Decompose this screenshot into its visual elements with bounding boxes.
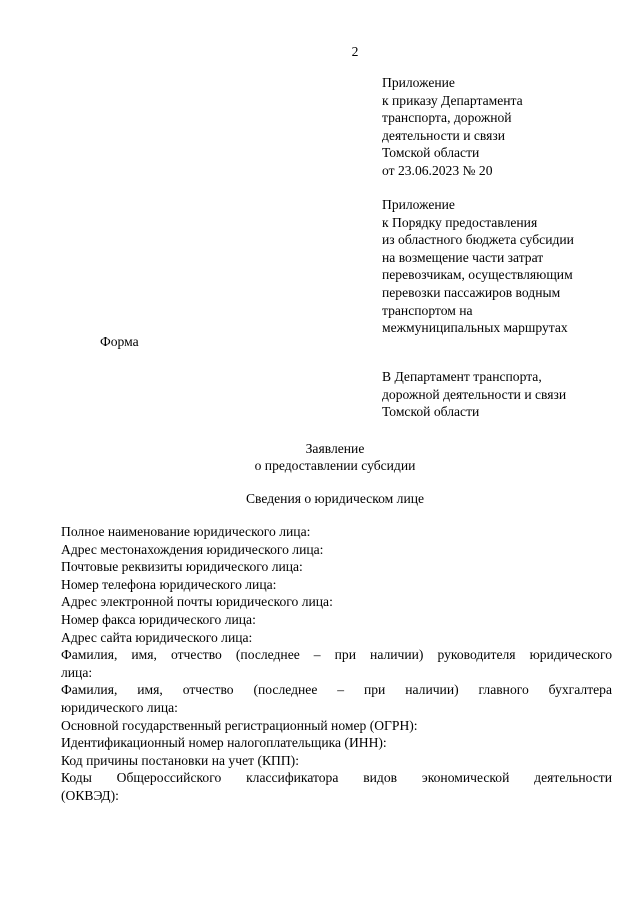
legal-entity-fields xyxy=(61,523,612,805)
annex-procedure-line: Приложение xyxy=(382,197,455,212)
annex-to-order-block xyxy=(382,74,632,180)
statement-heading xyxy=(40,440,630,474)
annex-procedure-line: межмуниципальных маршрутах xyxy=(382,320,568,336)
annex-order-line: транспорта, дорожной xyxy=(382,110,512,126)
field-website-address: Адрес сайта юридического лица: xyxy=(61,629,253,645)
annex-to-procedure-block xyxy=(382,196,632,337)
annex-procedure-line: перевозки пассажиров водным xyxy=(382,284,561,300)
field-phone-number: Номер телефона юридического лица: xyxy=(61,576,277,592)
field-head-name: Фамилия, имя, отчество (последнее – при наличии) руководителя юридического xyxy=(61,647,612,663)
field-full-name: Полное наименование юридического лица: xyxy=(61,524,311,539)
annex-order-date-line: от 23.06.2023 № 20 xyxy=(382,162,493,178)
field-fax-number: Номер факса юридического лица: xyxy=(61,611,256,627)
field-inn: Идентификационный номер налогоплательщика (ИНН): xyxy=(61,735,387,751)
field-ogrn: Основной государственный регистрационный номер (ОГРН): xyxy=(61,717,418,733)
field-okved-continued: (ОКВЭД): xyxy=(61,787,119,803)
recipient-line: Томской области xyxy=(382,404,480,420)
annex-procedure-line: на возмещение части затрат xyxy=(382,249,544,265)
annex-order-line: к приказу Департамента xyxy=(382,92,523,108)
annex-procedure-line: к Порядку предоставления xyxy=(382,214,538,230)
statement-title: Заявление xyxy=(305,441,365,456)
field-email-address: Адрес электронной почты юридического лица: xyxy=(61,594,333,610)
annex-order-line: Приложение xyxy=(382,75,455,90)
annex-procedure-line: перевозчикам, осуществляющим xyxy=(382,267,573,283)
annex-procedure-line: из областного бюджета субсидии xyxy=(382,232,574,248)
recipient-line: дорожной деятельности и связи xyxy=(382,386,567,402)
page-number: 2 xyxy=(351,44,359,59)
form-label: Форма xyxy=(100,334,139,349)
field-chief-accountant-name-continued: юридического лица: xyxy=(61,699,178,715)
field-kpp: Код причины постановки на учет (КПП): xyxy=(61,752,299,768)
annex-order-line: деятельности и связи xyxy=(382,127,506,143)
field-postal-details: Почтовые реквизиты юридического лица: xyxy=(61,559,303,575)
field-location-address: Адрес местонахождения юридического лица: xyxy=(61,541,324,557)
statement-subtitle: о предоставлении субсидии xyxy=(254,458,416,473)
field-chief-accountant-name: Фамилия, имя, отчество (последнее – при наличии) главного бухгалтера xyxy=(61,682,612,698)
recipient-line: В Департамент транспорта, xyxy=(382,369,542,384)
annex-order-line: Томской области xyxy=(382,145,480,161)
recipient-block xyxy=(382,368,632,421)
field-head-name-continued: лица: xyxy=(61,664,93,680)
section-heading: Сведения о юридическом лице xyxy=(245,491,425,506)
field-okved: Коды Общероссийского классификатора видов экономической деятельности xyxy=(61,770,612,786)
annex-procedure-line: транспортом на xyxy=(382,302,473,318)
